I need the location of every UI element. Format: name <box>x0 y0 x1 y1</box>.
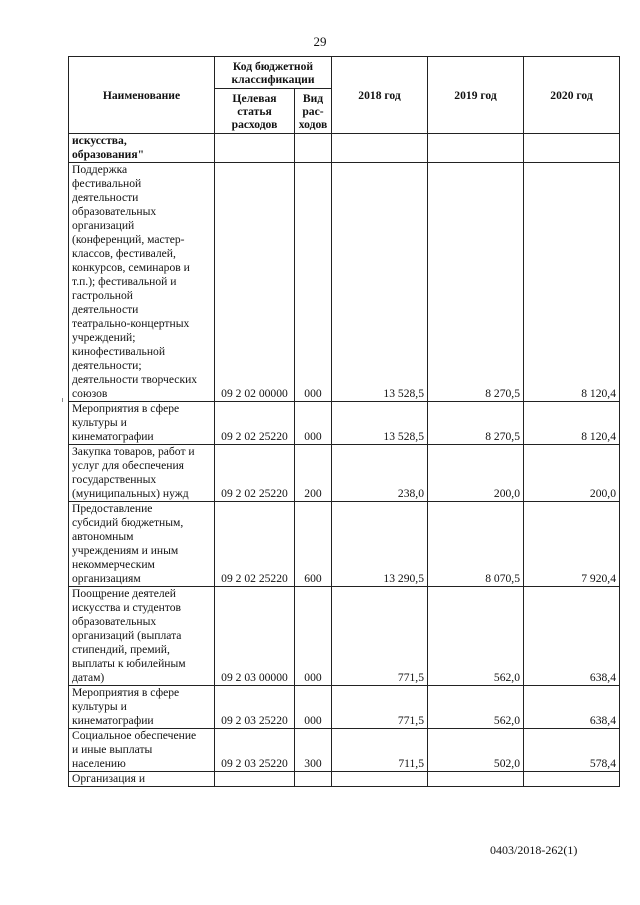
row-name-line: автономным <box>72 530 134 543</box>
row-name-line: (конференций, мастер- <box>72 233 185 246</box>
row-name-line: образовательных <box>72 615 157 628</box>
expense-kind-code: 000 <box>295 163 332 402</box>
row-name-line: образовательных <box>72 205 157 218</box>
amount-2019: 200,0 <box>428 445 524 502</box>
amount-2019: 562,0 <box>428 686 524 729</box>
header-name: Наименование <box>69 57 215 134</box>
row-name-line: Мероприятия в сфере <box>72 686 180 699</box>
table-body <box>69 134 620 787</box>
scan-mark <box>62 398 63 402</box>
amount-2020: 578,4 <box>524 729 620 772</box>
row-name-line: союзов <box>72 387 108 400</box>
header-year-2019: 2019 год <box>428 57 524 134</box>
row-name-line: Предоставление <box>72 502 153 515</box>
row-name-line: организаций (выплата <box>72 629 182 642</box>
amount-2020: 638,4 <box>524 686 620 729</box>
row-name-line: искусства и студентов <box>72 601 182 614</box>
row-name <box>69 587 215 686</box>
header-year-2018: 2018 год <box>332 57 428 134</box>
header-expense-kind: Вид рас- ходов <box>295 89 332 134</box>
row-name-line: классов, фестивалей, <box>72 247 176 260</box>
expense-kind-code: 000 <box>295 402 332 445</box>
amount-2018: 771,5 <box>332 686 428 729</box>
amount-2020: 8 120,4 <box>524 402 620 445</box>
row-name-line: кинематографии <box>72 714 154 727</box>
amount-2018 <box>332 134 428 163</box>
header-target-article: Целевая статья расходов <box>215 89 295 134</box>
row-name-line: датам) <box>72 671 105 684</box>
amount-2019: 502,0 <box>428 729 524 772</box>
target-article-code: 09 2 03 25220 <box>215 686 295 729</box>
row-name-line: (муниципальных) нужд <box>72 487 189 500</box>
row-name <box>69 163 215 402</box>
amount-2019: 8 270,5 <box>428 163 524 402</box>
row-name-line: т.п.); фестивальной и <box>72 275 177 288</box>
table-row <box>69 402 620 445</box>
table-row <box>69 502 620 587</box>
row-name <box>69 502 215 587</box>
amount-2019 <box>428 134 524 163</box>
target-article-code: 09 2 02 25220 <box>215 502 295 587</box>
row-name-line: культуры и <box>72 700 127 713</box>
target-article-code <box>215 772 295 787</box>
amount-2020: 638,4 <box>524 587 620 686</box>
amount-2019: 8 070,5 <box>428 502 524 587</box>
row-name <box>69 772 215 787</box>
row-name-line: Поддержка <box>72 163 128 176</box>
amount-2019: 562,0 <box>428 587 524 686</box>
page-number: 29 <box>313 34 327 49</box>
amount-2020: 8 120,4 <box>524 163 620 402</box>
row-name-line: некоммерческим <box>72 558 155 571</box>
row-name-line: Мероприятия в сфере <box>72 402 180 415</box>
row-name-line: деятельности <box>72 191 139 204</box>
amount-2020 <box>524 134 620 163</box>
amount-2019: 8 270,5 <box>428 402 524 445</box>
row-name-line: деятельности творческих <box>72 373 198 386</box>
target-article-code <box>215 134 295 163</box>
table-row <box>69 772 620 787</box>
expense-kind-code: 600 <box>295 502 332 587</box>
expense-kind-code: 000 <box>295 686 332 729</box>
row-name-line: Закупка товаров, работ и <box>72 445 195 458</box>
row-name <box>69 402 215 445</box>
row-name <box>69 729 215 772</box>
row-name-line: театрально-концертных <box>72 317 190 330</box>
amount-2020 <box>524 772 620 787</box>
table-row <box>69 134 620 163</box>
row-name-line: кинофестивальной <box>72 345 166 358</box>
amount-2018: 238,0 <box>332 445 428 502</box>
target-article-code: 09 2 03 00000 <box>215 587 295 686</box>
row-name-line: государственных <box>72 473 157 486</box>
row-name-line: образования" <box>72 148 145 161</box>
row-name <box>69 445 215 502</box>
amount-2018 <box>332 772 428 787</box>
amount-2018: 13 528,5 <box>332 163 428 402</box>
row-name <box>69 134 215 163</box>
table-row <box>69 686 620 729</box>
target-article-code: 09 2 02 25220 <box>215 445 295 502</box>
row-name-line: фестивальной <box>72 177 142 190</box>
amount-2018: 711,5 <box>332 729 428 772</box>
amount-2019 <box>428 772 524 787</box>
expense-kind-code <box>295 772 332 787</box>
table-row <box>69 163 620 402</box>
row-name-line: Социальное обеспечение <box>72 729 197 742</box>
table-row <box>69 445 620 502</box>
row-name-line: стипендий, премий, <box>72 643 170 656</box>
table-row <box>69 729 620 772</box>
row-name-line: населению <box>72 757 126 770</box>
amount-2020: 7 920,4 <box>524 502 620 587</box>
row-name-line: учреждений; <box>72 331 136 344</box>
amount-2018: 13 528,5 <box>332 402 428 445</box>
document-code: 0403/2018-262(1) <box>490 843 578 857</box>
table-row <box>69 587 620 686</box>
row-name-line: культуры и <box>72 416 127 429</box>
row-name-line: организациям <box>72 572 141 585</box>
row-name-line: деятельности <box>72 303 139 316</box>
row-name-line: выплаты к юбилейным <box>72 657 186 670</box>
expense-kind-code <box>295 134 332 163</box>
expense-kind-code: 200 <box>295 445 332 502</box>
expense-kind-code: 000 <box>295 587 332 686</box>
row-name <box>69 686 215 729</box>
row-name-line: организаций <box>72 219 135 232</box>
header-year-2020: 2020 год <box>524 57 620 134</box>
header-budget-code: Код бюджетной классификации <box>215 57 332 89</box>
row-name-line: Организация и <box>72 772 146 785</box>
target-article-code: 09 2 02 00000 <box>215 163 295 402</box>
amount-2018: 771,5 <box>332 587 428 686</box>
row-name-line: субсидий бюджетным, <box>72 516 184 529</box>
target-article-code: 09 2 03 25220 <box>215 729 295 772</box>
row-name-line: учреждениям и иным <box>72 544 179 557</box>
row-name-line: Поощрение деятелей <box>72 587 177 600</box>
amount-2020: 200,0 <box>524 445 620 502</box>
row-name-line: деятельности; <box>72 359 142 372</box>
expense-kind-code: 300 <box>295 729 332 772</box>
row-name-line: кинематографии <box>72 430 154 443</box>
row-name-line: искусства, <box>72 134 127 147</box>
row-name-line: конкурсов, семинаров и <box>72 261 190 274</box>
target-article-code: 09 2 02 25220 <box>215 402 295 445</box>
row-name-line: гастрольной <box>72 289 133 302</box>
amount-2018: 13 290,5 <box>332 502 428 587</box>
row-name-line: и иные выплаты <box>72 743 153 756</box>
row-name-line: услуг для обеспечения <box>72 459 184 472</box>
budget-table <box>68 56 620 787</box>
